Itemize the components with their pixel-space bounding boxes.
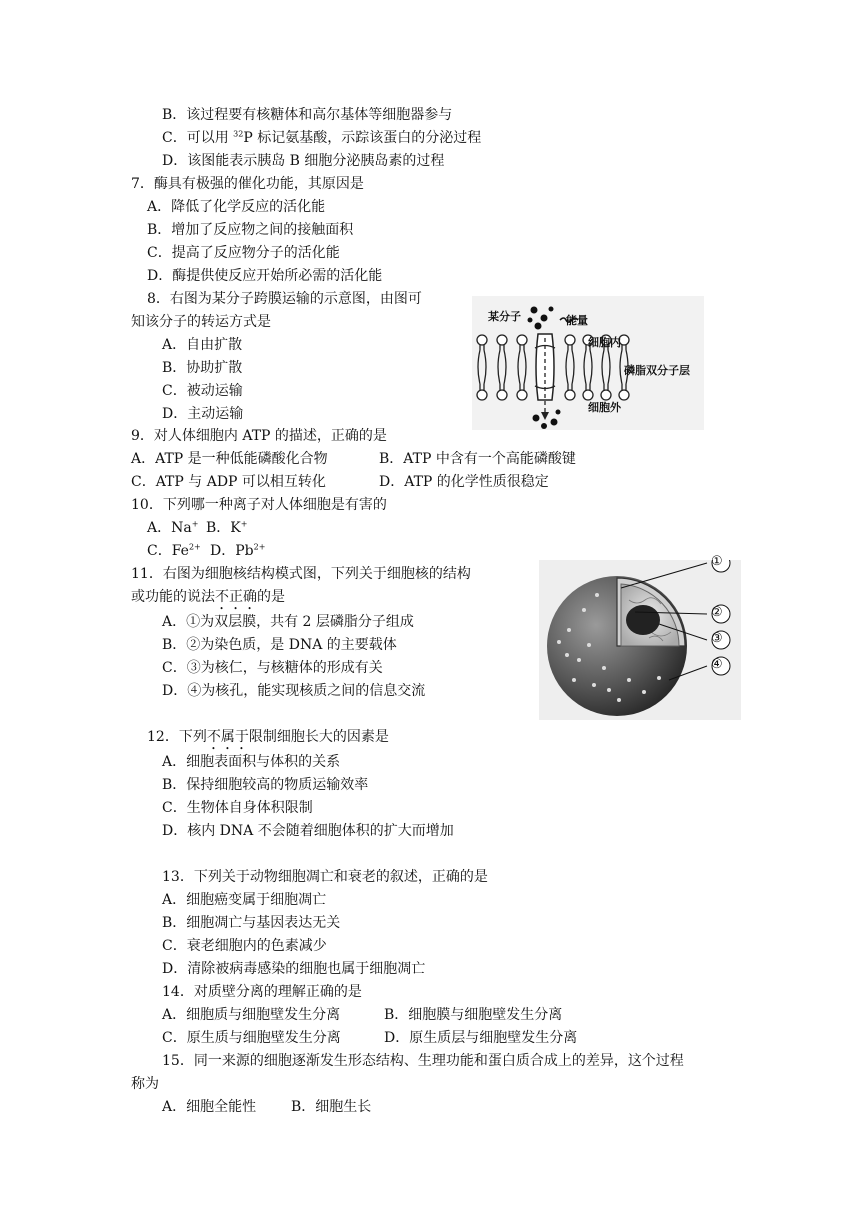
label-bilayer: 磷脂双分子层 bbox=[624, 364, 690, 377]
q11-stem-line1: 11．右图为细胞核结构模式图，下列关于细胞核的结构 bbox=[131, 566, 471, 582]
q6-option-d: D．该图能表示胰岛 B 细胞分泌胰岛素的过程 bbox=[162, 153, 445, 169]
membrane-transport-figure bbox=[472, 296, 704, 430]
q8-option-d: D．主动运输 bbox=[162, 406, 244, 422]
q8-option-a: A．自由扩散 bbox=[162, 337, 243, 353]
q13-option-a: A．细胞癌变属于细胞凋亡 bbox=[162, 892, 327, 908]
q7-option-c: C．提高了反应物分子的活化能 bbox=[147, 245, 340, 261]
q14-option-b: B．细胞膜与细胞壁发生分离 bbox=[384, 1007, 563, 1023]
q10-option-c: C．$Fe^{2+}$ bbox=[147, 542, 201, 559]
q12-option-b: B．保持细胞较高的物质运输效率 bbox=[162, 777, 369, 793]
label-4: ④ bbox=[711, 657, 723, 672]
q13-option-d: D．清除被病毒感染的细胞也属于细胞凋亡 bbox=[162, 961, 426, 977]
nucleus-figure bbox=[539, 554, 741, 720]
q10-option-a: A．Na+ bbox=[147, 519, 199, 536]
q14-option-a: A．细胞质与细胞壁发生分离 bbox=[162, 1007, 341, 1023]
label-1: ① bbox=[711, 554, 723, 569]
q11-option-d: D．④为核孔，能实现核质之间的信息交流 bbox=[162, 683, 426, 699]
q7-option-a: A．降低了化学反应的活化能 bbox=[147, 199, 326, 215]
q12-option-c: C．生物体自身体积限制 bbox=[162, 800, 313, 816]
q14-stem: 14．对质壁分离的理解正确的是 bbox=[162, 984, 362, 1000]
q8-option-b: B．协助扩散 bbox=[162, 360, 243, 376]
q6-option-c: C．可以用 $^{32}$P 标记氨基酸，示踪该蛋白的分泌过程 bbox=[162, 129, 482, 146]
label-energy: 能量 bbox=[566, 314, 588, 327]
q10-option-b: B．K+ bbox=[206, 519, 248, 536]
label-molecule: 某分子 bbox=[488, 310, 521, 323]
emphasis-not-correct: 不正确 bbox=[215, 589, 257, 605]
q13-option-c: C．衰老细胞内的色素减少 bbox=[162, 938, 327, 954]
q7-option-d: D．酶提供使反应开始所必需的活化能 bbox=[147, 268, 383, 284]
q10-stem: 10．下列哪一种离子对人体细胞是有害的 bbox=[131, 497, 387, 513]
q13-stem: 13．下列关于动物细胞凋亡和衰老的叙述，正确的是 bbox=[162, 869, 488, 885]
label-inside-cell: 细胞内 bbox=[588, 336, 621, 349]
q9-option-c: C．ATP 与 ADP 可以相互转化 bbox=[131, 474, 326, 490]
q9-option-b: B．ATP 中含有一个高能磷酸键 bbox=[379, 451, 576, 467]
q15-stem-line2: 称为 bbox=[131, 1076, 159, 1092]
q9-option-d: D．ATP 的化学性质很稳定 bbox=[379, 474, 549, 490]
q8-stem-line1: 8．右图为某分子跨膜运输的示意图，由图可 bbox=[147, 291, 422, 307]
q9-option-a: A．ATP 是一种低能磷酸化合物 bbox=[131, 451, 328, 467]
q7-option-b: B．增加了反应物之间的接触面积 bbox=[147, 222, 354, 238]
q12-stem: 12．下列不属于限制细胞长大的因素是 bbox=[147, 729, 389, 745]
q11-option-c: C．③为核仁，与核糖体的形成有关 bbox=[162, 660, 383, 676]
nucleolus-shape bbox=[626, 605, 660, 635]
q11-option-b: B．②为染色质，是 DNA 的主要载体 bbox=[162, 637, 397, 653]
q15-option-a: A．细胞全能性 bbox=[162, 1099, 257, 1115]
q14-option-d: D．原生质层与细胞壁发生分离 bbox=[384, 1030, 578, 1046]
q6-option-b: B．该过程要有核糖体和高尔基体等细胞器参与 bbox=[162, 107, 453, 123]
q11-stem-line2: 或功能的说法不正确的是 bbox=[131, 589, 285, 605]
q14-option-c: C．原生质与细胞壁发生分离 bbox=[162, 1030, 341, 1046]
q15-option-b: B．细胞生长 bbox=[291, 1099, 372, 1115]
q15-stem-line1: 15．同一来源的细胞逐渐发生形态结构、生理功能和蛋白质合成上的差异，这个过程 bbox=[162, 1053, 684, 1069]
q7-stem: 7．酶具有极强的催化功能，其原因是 bbox=[131, 176, 364, 192]
q8-stem-line2: 知该分子的转运方式是 bbox=[131, 314, 271, 330]
label-outside-cell: 细胞外 bbox=[588, 401, 621, 414]
q12-option-a: A．细胞表面积与体积的关系 bbox=[162, 754, 341, 770]
label-3: ③ bbox=[711, 631, 723, 646]
q8-option-c: C．被动运输 bbox=[162, 383, 243, 399]
q11-option-a: A．①为双层膜，共有 2 层磷脂分子组成 bbox=[162, 614, 414, 630]
emphasis-not-belong: 不属于 bbox=[206, 729, 249, 745]
q10-option-d: D．$Pb^{2+}$ bbox=[210, 542, 266, 559]
label-2: ② bbox=[711, 605, 723, 620]
q9-stem: 9．对人体细胞内 ATP 的描述，正确的是 bbox=[131, 428, 387, 444]
q13-option-b: B．细胞凋亡与基因表达无关 bbox=[162, 915, 341, 931]
q12-option-d: D．核内 DNA 不会随着细胞体积的扩大而增加 bbox=[162, 823, 454, 839]
